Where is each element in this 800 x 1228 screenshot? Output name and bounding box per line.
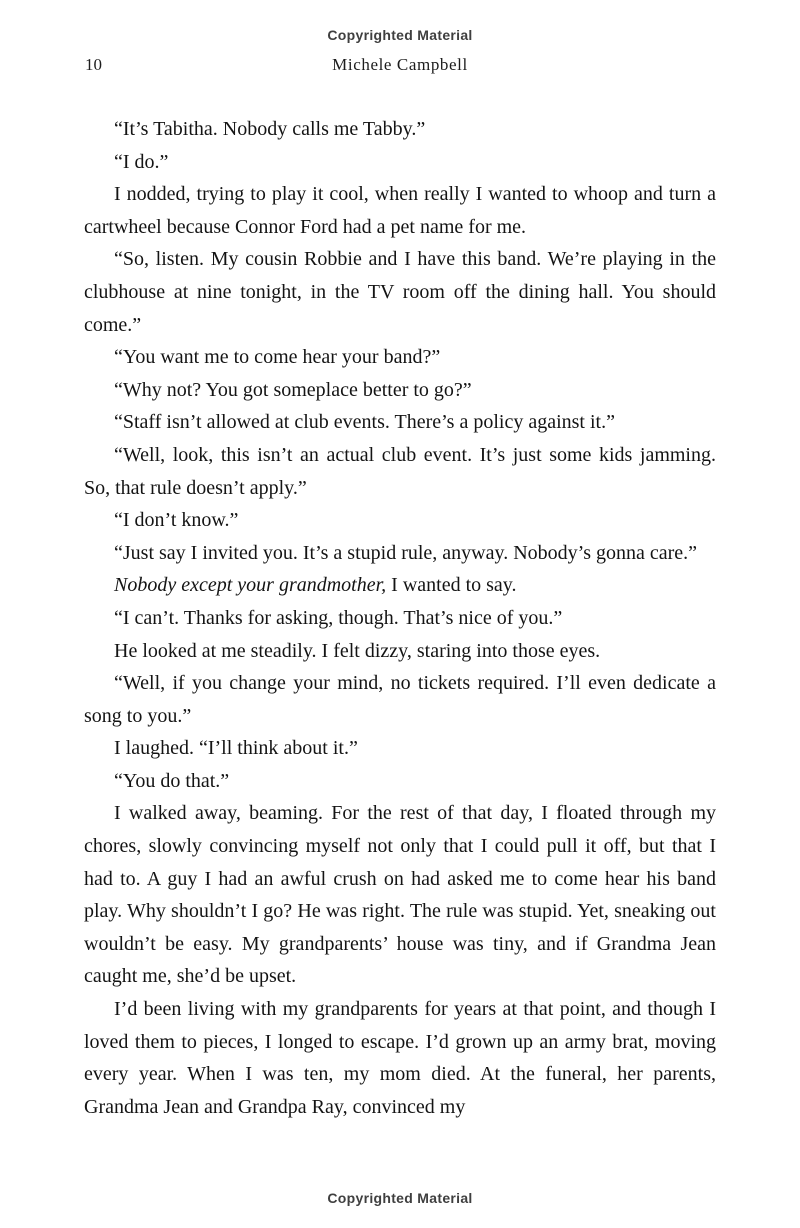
text-segment: “I can’t. Thanks for asking, though. That’s nice of you.” <box>114 606 563 629</box>
text-segment: I’d been living with my grandparents for years at that point, and though I loved them to pieces, I longed to escape. I’d grown up an army brat, moving every year. When I was ten, my mom died. At the funeral, her parents, Grandma Jean and Grandpa Ray, convinced my <box>84 998 716 1118</box>
page-number: 10 <box>85 55 102 74</box>
paragraph <box>84 993 716 1123</box>
text-segment: I laughed. “I’ll think about it.” <box>114 737 358 760</box>
copyright-notice-bottom: Copyrighted Material <box>327 1190 473 1206</box>
copyright-notice-top: Copyrighted Material <box>327 27 473 43</box>
italic-text: Nobody except your grandmother, <box>114 574 387 597</box>
paragraph <box>84 178 716 243</box>
text-segment: I walked away, beaming. For the rest of that day, I floated through my chores, slowly convincing myself not only that I could pull it off, but that I had to. A guy I had an awful crush on had asked me to come hear his band play. Why shouldn’t I go? He was right. The rule was stupid. Yet, sneaking out wouldn’t be easy. My grandparents’ house was tiny, and if Grandma Jean caught me, she’d be upset. <box>84 802 716 988</box>
text-segment: “You do that.” <box>114 769 230 792</box>
text-segment: “It’s Tabitha. Nobody calls me Tabby.” <box>114 118 426 140</box>
paragraph <box>84 341 716 374</box>
text-segment: “Why not? You got someplace better to go?” <box>114 378 472 401</box>
paragraph <box>84 765 716 798</box>
paragraph <box>84 374 716 407</box>
running-header <box>0 55 800 77</box>
body-text <box>84 113 716 1123</box>
paragraph <box>84 797 716 993</box>
paragraph <box>84 146 716 179</box>
paragraph <box>84 667 716 732</box>
paragraph <box>84 635 716 668</box>
paragraph <box>84 243 716 341</box>
text-segment: “So, listen. My cousin Robbie and I have this band. We’re playing in the clubhouse at nine tonight, in the TV room off the dining hall. You should come.” <box>84 248 716 336</box>
text-segment: “I do.” <box>114 150 169 173</box>
paragraph <box>84 537 716 570</box>
paragraph <box>84 439 716 504</box>
paragraph <box>84 569 716 602</box>
text-segment: I wanted to say. <box>386 574 517 597</box>
paragraph <box>84 504 716 537</box>
text-segment: He looked at me steadily. I felt dizzy, staring into those eyes. <box>114 639 601 662</box>
text-segment: “Just say I invited you. It’s a stupid rule, anyway. Nobody’s gonna care.” <box>114 541 698 564</box>
text-segment: “You want me to come hear your band?” <box>114 346 441 369</box>
text-segment: “I don’t know.” <box>114 509 239 532</box>
paragraph <box>84 732 716 765</box>
text-segment: “Staff isn’t allowed at club events. There’s a policy against it.” <box>114 411 615 434</box>
text-segment: “Well, if you change your mind, no tickets required. I’ll even dedicate a song to you.” <box>84 672 716 727</box>
paragraph <box>84 406 716 439</box>
paragraph <box>84 113 716 146</box>
text-segment: “Well, look, this isn’t an actual club event. It’s just some kids jamming. So, that rule doesn’t apply.” <box>84 443 716 499</box>
running-header-author: Michele Campbell <box>332 55 468 74</box>
paragraph <box>84 602 716 635</box>
text-segment: I nodded, trying to play it cool, when really I wanted to whoop and turn a cartwheel because Connor Ford had a pet name for me. <box>84 183 716 238</box>
